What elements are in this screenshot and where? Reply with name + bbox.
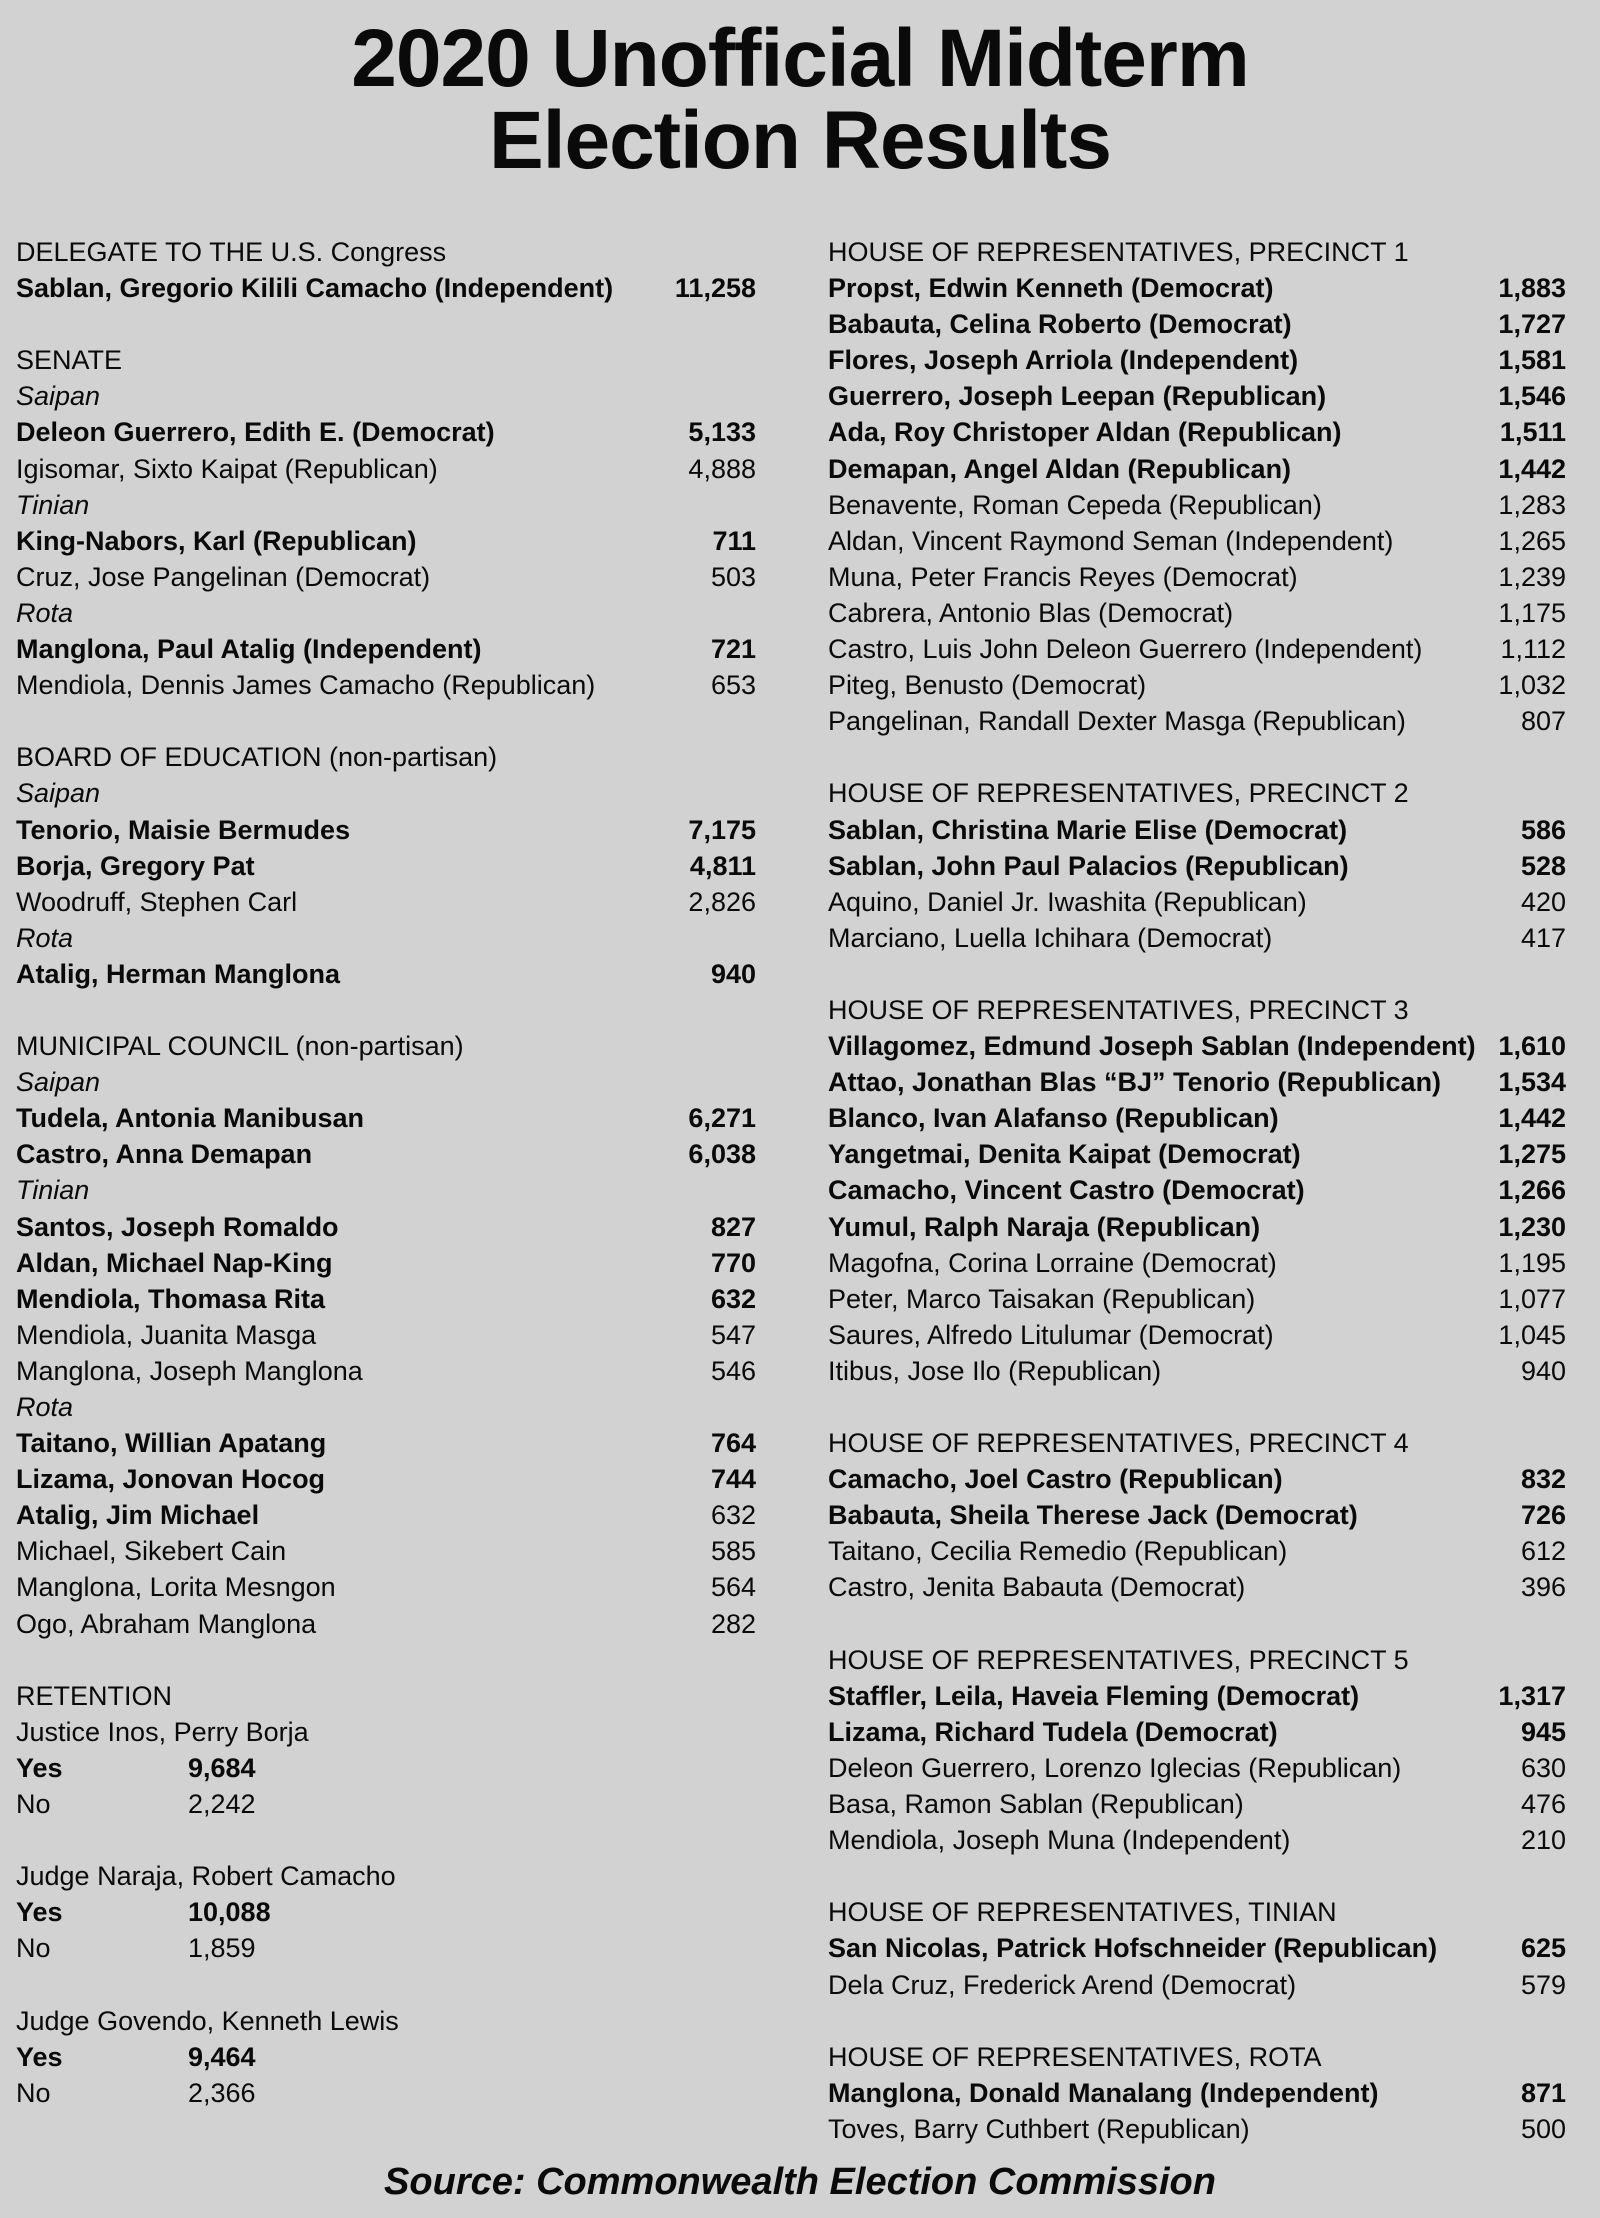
result-row: Yangetmai, Denita Kaipat (Democrat) 1,275	[828, 1139, 1566, 1170]
right-column	[828, 234, 1566, 2147]
result-row: Sablan, Gregorio Kilili Camacho (Independent) 11,258	[16, 273, 756, 304]
result-row: Manglona, Lorita Mesngon 564	[16, 1572, 756, 1603]
retention-yes: Yes 9,684	[16, 1752, 256, 1783]
result-row: Benavente, Roman Cepeda (Republican) 1,283	[828, 489, 1566, 520]
result-row: Camacho, Joel Castro (Republican) 832	[828, 1464, 1566, 1495]
title-line-2: Election Results	[489, 95, 1111, 186]
district-label: Rota	[16, 922, 74, 953]
result-row: Ada, Roy Christoper Aldan (Republican) 1,511	[828, 417, 1566, 448]
district-label: Rota	[16, 1392, 74, 1422]
result-row: Aldan, Vincent Raymond Seman (Independent) 1,265	[828, 525, 1566, 556]
result-row: Cabrera, Antonio Blas (Democrat) 1,175	[828, 597, 1566, 628]
result-row: Basa, Ramon Sablan (Republican) 476	[828, 1789, 1566, 1820]
result-row: Borja, Gregory Pat 4,811	[16, 850, 756, 881]
result-row: Muna, Peter Francis Reyes (Democrat) 1,239	[828, 561, 1566, 592]
judge-name: Judge Naraja, Robert Camacho	[16, 1861, 396, 1892]
result-row: Peter, Marco Taisakan (Republican) 1,077	[828, 1283, 1566, 1314]
result-row: Atalig, Jim Michael 632	[16, 1500, 756, 1531]
retention-no: No 1,859	[16, 1933, 256, 1964]
result-row: Marciano, Luella Ichihara (Democrat) 417	[828, 922, 1566, 953]
section-heading: HOUSE OF REPRESENTATIVES, PRECINCT 4	[828, 1428, 1409, 1459]
result-row: Dela Cruz, Frederick Arend (Democrat) 579	[828, 1969, 1566, 2000]
result-row: Castro, Luis John Deleon Guerrero (Independent) 1,112	[828, 634, 1566, 665]
section-heading: SENATE	[16, 345, 123, 376]
judge-name: Judge Govendo, Kenneth Lewis	[16, 2005, 399, 2036]
result-row: Igisomar, Sixto Kaipat (Republican) 4,888	[16, 453, 756, 484]
result-row: Guerrero, Joseph Leepan (Republican) 1,546	[828, 381, 1566, 412]
result-row: Manglona, Paul Atalig (Independent) 721	[16, 634, 756, 665]
result-row: Michael, Sikebert Cain 585	[16, 1536, 756, 1567]
result-row: Taitano, Willian Apatang 764	[16, 1428, 756, 1459]
retention-yes: Yes 10,088	[16, 1897, 271, 1928]
result-row: Mendiola, Dennis James Camacho (Republican) 653	[16, 670, 756, 701]
result-row: King-Nabors, Karl (Republican) 711	[16, 525, 756, 556]
section-heading: MUNICIPAL COUNCIL (non-partisan)	[16, 1031, 464, 1062]
result-row: Babauta, Sheila Therese Jack (Democrat) 726	[828, 1500, 1566, 1531]
result-row: Saures, Alfredo Litulumar (Democrat) 1,045	[828, 1319, 1566, 1350]
result-row: Attao, Jonathan Blas “BJ” Tenorio (Republican) 1,534	[828, 1067, 1566, 1098]
result-row: Castro, Jenita Babauta (Democrat) 396	[828, 1572, 1566, 1603]
district-label: Rota	[16, 597, 74, 628]
retention-no: No 2,366	[16, 2077, 256, 2108]
section-heading: RETENTION	[16, 1680, 173, 1711]
result-row: Atalig, Herman Manglona 940	[16, 958, 756, 989]
section-heading: DELEGATE TO THE U.S. Congress	[16, 237, 447, 267]
result-row: Aldan, Michael Nap-King 770	[16, 1247, 756, 1278]
result-row: Ogo, Abraham Manglona 282	[16, 1608, 756, 1639]
result-row: Deleon Guerrero, Lorenzo Iglecias (Republican) 630	[828, 1752, 1566, 1783]
district-label: Saipan	[16, 1067, 101, 1098]
result-row: Sablan, John Paul Palacios (Republican) 528	[828, 850, 1566, 881]
section-heading: HOUSE OF REPRESENTATIVES, ROTA	[828, 2041, 1322, 2072]
result-row: Mendiola, Joseph Muna (Independent) 210	[828, 1825, 1566, 1856]
result-row: Tudela, Antonia Manibusan 6,271	[16, 1103, 756, 1134]
result-row: Manglona, Donald Manalang (Independent) 871	[828, 2077, 1566, 2108]
result-row: Propst, Edwin Kenneth (Democrat) 1,883	[828, 273, 1566, 304]
result-row: Woodruff, Stephen Carl 2,826	[16, 886, 756, 917]
result-row: Pangelinan, Randall Dexter Masga (Republican) 807	[828, 706, 1566, 737]
district-label: Tinian	[16, 1175, 90, 1206]
left-column	[16, 234, 756, 2111]
result-row: Manglona, Joseph Manglona 546	[16, 1355, 756, 1386]
result-row: Mendiola, Juanita Masga 547	[16, 1319, 756, 1350]
district-label: Tinian	[16, 489, 90, 520]
section-heading: HOUSE OF REPRESENTATIVES, PRECINCT 3	[828, 994, 1409, 1025]
result-row: Aquino, Daniel Jr. Iwashita (Republican) 420	[828, 886, 1566, 917]
result-row: Itibus, Jose Ilo (Republican) 940	[828, 1355, 1566, 1386]
result-row: Tenorio, Maisie Bermudes 7,175	[16, 814, 756, 845]
result-row: San Nicolas, Patrick Hofschneider (Republican) 625	[828, 1933, 1566, 1964]
result-row: Cruz, Jose Pangelinan (Democrat) 503	[16, 561, 756, 592]
result-row: Santos, Joseph Romaldo 827	[16, 1211, 756, 1242]
result-row: Villagomez, Edmund Joseph Sablan (Independent) 1,610	[828, 1031, 1566, 1062]
result-row: Toves, Barry Cuthbert (Republican) 500	[828, 2113, 1566, 2144]
title-line-1: 2020 Unofficial Midterm	[351, 13, 1249, 104]
result-row: Lizama, Jonovan Hocog 744	[16, 1464, 756, 1495]
section-heading: HOUSE OF REPRESENTATIVES, PRECINCT 5	[828, 1644, 1409, 1675]
section-heading: HOUSE OF REPRESENTATIVES, PRECINCT 1	[828, 237, 1409, 267]
result-row: Deleon Guerrero, Edith E. (Democrat) 5,133	[16, 417, 756, 448]
judge-name: Justice Inos, Perry Borja	[16, 1716, 309, 1747]
retention-yes: Yes 9,464	[16, 2041, 256, 2072]
section-heading: HOUSE OF REPRESENTATIVES, TINIAN	[828, 1897, 1337, 1928]
section-heading: BOARD OF EDUCATION (non-partisan)	[16, 742, 498, 773]
result-row: Flores, Joseph Arriola (Independent) 1,581	[828, 345, 1566, 376]
district-label: Saipan	[16, 778, 101, 809]
source-caption: Source: Commonwealth Election Commission	[384, 2161, 1216, 2203]
result-row: Yumul, Ralph Naraja (Republican) 1,230	[828, 1211, 1566, 1242]
result-row: Demapan, Angel Aldan (Republican) 1,442	[828, 453, 1566, 484]
result-row: Castro, Anna Demapan 6,038	[16, 1139, 756, 1170]
result-row: Magofna, Corina Lorraine (Democrat) 1,195	[828, 1247, 1566, 1278]
result-row: Lizama, Richard Tudela (Democrat) 945	[828, 1716, 1566, 1747]
result-row: Camacho, Vincent Castro (Democrat) 1,266	[828, 1175, 1566, 1206]
result-row: Blanco, Ivan Alafanso (Republican) 1,442	[828, 1103, 1566, 1134]
retention-no: No 2,242	[16, 1789, 256, 1820]
result-row: Piteg, Benusto (Democrat) 1,032	[828, 670, 1566, 701]
result-row: Mendiola, Thomasa Rita 632	[16, 1283, 756, 1314]
section-heading: HOUSE OF REPRESENTATIVES, PRECINCT 2	[828, 778, 1409, 809]
result-row: Sablan, Christina Marie Elise (Democrat) 586	[828, 814, 1566, 845]
result-row: Babauta, Celina Roberto (Democrat) 1,727	[828, 309, 1566, 340]
result-row: Staffler, Leila, Haveia Fleming (Democrat) 1,317	[828, 1680, 1566, 1711]
page-title	[0, 13, 1600, 186]
district-label: Saipan	[16, 381, 101, 412]
result-row: Taitano, Cecilia Remedio (Republican) 612	[828, 1536, 1566, 1567]
